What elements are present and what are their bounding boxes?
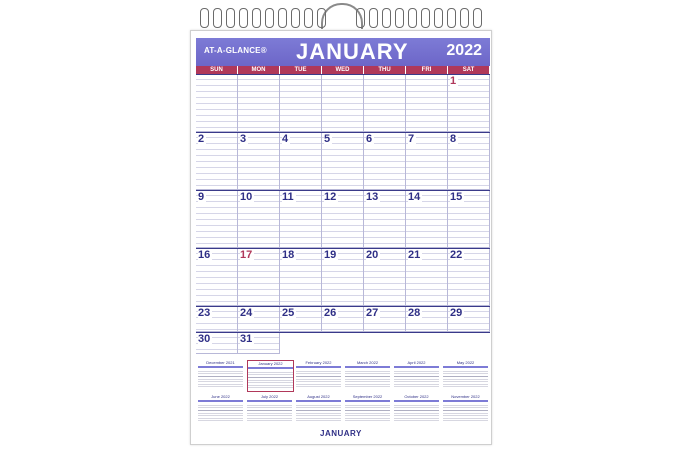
day-cell-empty [238, 74, 280, 132]
mini-calendar [345, 394, 390, 424]
day-cell[interactable] [196, 332, 238, 354]
mini-calendar [198, 394, 243, 424]
mini-calendar-title: February 2022 [305, 360, 332, 365]
mini-weekday-bar [296, 400, 341, 402]
day-number: 12 [324, 191, 337, 203]
mini-calendar-title: May 2022 [456, 360, 475, 365]
day-cell[interactable] [322, 190, 364, 248]
day-cell[interactable] [448, 248, 490, 306]
mini-weekday-bar [394, 400, 439, 402]
binding-coil [213, 8, 222, 28]
mini-calendar [443, 394, 488, 424]
mini-weekday-bar [247, 400, 292, 402]
weekday-sat: SAT [448, 66, 490, 74]
day-cell[interactable] [406, 190, 448, 248]
mini-calendar [443, 360, 488, 390]
mini-calendar-title: December 2021 [206, 360, 235, 365]
week-divider [196, 132, 490, 133]
mini-dates [248, 370, 293, 390]
day-cell[interactable] [448, 132, 490, 190]
day-number: 6 [366, 133, 373, 145]
mini-calendar-title: June 2022 [211, 394, 230, 399]
mini-calendar [345, 360, 390, 390]
day-cell[interactable] [448, 306, 490, 332]
year-title: 2022 [446, 42, 482, 59]
week-divider [196, 74, 490, 75]
weekday-wed: WED [322, 66, 364, 74]
mini-dates [198, 369, 243, 389]
binding-coil [226, 8, 235, 28]
week-divider [196, 306, 490, 307]
mini-weekday-bar [345, 400, 390, 402]
mini-dates [247, 403, 292, 423]
day-cell[interactable] [280, 132, 322, 190]
binding-coil [239, 8, 248, 28]
footer-month: JANUARY [320, 429, 362, 438]
day-number: 11 [282, 191, 294, 203]
day-number: 16 [198, 249, 211, 261]
mini-calendar-title: March 2022 [356, 360, 379, 365]
mini-dates [296, 369, 341, 389]
day-number: 28 [408, 307, 421, 319]
day-cell[interactable] [238, 332, 280, 354]
day-cell-empty [196, 74, 238, 132]
mini-calendar-title: September 2022 [352, 394, 383, 399]
mini-calendar-title: November 2022 [451, 394, 480, 399]
mini-weekday-bar [296, 366, 341, 368]
day-number: 18 [282, 249, 295, 261]
day-cell-empty [322, 74, 364, 132]
day-cell-empty [364, 74, 406, 132]
day-cell[interactable] [364, 190, 406, 248]
binding-coil [200, 8, 209, 28]
day-cell[interactable] [406, 306, 448, 332]
day-cell[interactable] [196, 248, 238, 306]
mini-dates [198, 403, 243, 423]
day-cell[interactable] [406, 248, 448, 306]
day-cell[interactable] [196, 190, 238, 248]
day-cell[interactable] [238, 306, 280, 332]
binding-coil [395, 8, 404, 28]
day-cell[interactable] [238, 132, 280, 190]
mini-dates [296, 403, 341, 423]
mini-dates [345, 369, 390, 389]
week-divider [196, 190, 490, 191]
day-cell[interactable] [238, 248, 280, 306]
mini-calendar [296, 360, 341, 390]
mini-calendar-title: October 2022 [404, 394, 429, 399]
binding-coil [382, 8, 391, 28]
month-grid [196, 74, 490, 354]
weekday-tue: TUE [280, 66, 322, 74]
weekday-fri: FRI [406, 66, 448, 74]
mini-calendar [296, 394, 341, 424]
day-cell[interactable] [364, 306, 406, 332]
day-cell[interactable] [406, 132, 448, 190]
mini-weekday-bar [198, 366, 243, 368]
day-cell[interactable] [238, 190, 280, 248]
day-cell[interactable] [322, 306, 364, 332]
day-cell[interactable] [448, 74, 490, 132]
day-number: 19 [324, 249, 337, 261]
mini-dates [443, 369, 488, 389]
weekday-mon: MON [238, 66, 280, 74]
day-number: 17 [240, 249, 253, 261]
calendar-header [196, 38, 490, 66]
weekday-thu: THU [364, 66, 406, 74]
day-number: 7 [408, 133, 415, 145]
day-number: 4 [282, 133, 289, 145]
day-number: 20 [366, 249, 379, 261]
week-divider [196, 248, 490, 249]
day-cell[interactable] [448, 190, 490, 248]
mini-weekday-bar [443, 400, 488, 402]
day-cell[interactable] [280, 306, 322, 332]
mini-calendar [247, 360, 294, 392]
day-number: 31 [240, 333, 253, 345]
day-cell-empty [280, 74, 322, 132]
day-number: 2 [198, 133, 205, 145]
binding-coil [252, 8, 261, 28]
brand-logo: AT-A-GLANCE® [204, 46, 267, 55]
mini-weekday-bar [248, 367, 293, 369]
binding-coil [317, 8, 326, 28]
day-cell-empty [406, 74, 448, 132]
day-number: 14 [408, 191, 421, 203]
binding-coil [356, 8, 365, 28]
mini-calendar-title: January 2022 [258, 361, 283, 366]
mini-weekday-bar [443, 366, 488, 368]
day-number: 26 [324, 307, 337, 319]
day-number: 9 [198, 191, 205, 203]
binding-coil [460, 8, 469, 28]
day-number: 27 [366, 307, 379, 319]
mini-calendar-title: August 2022 [307, 394, 330, 399]
mini-calendar-title: April 2022 [407, 360, 426, 365]
weekday-sun: SUN [196, 66, 238, 74]
day-number: 15 [450, 191, 463, 203]
day-cell[interactable] [280, 190, 322, 248]
mini-dates [345, 403, 390, 423]
day-number: 8 [450, 133, 457, 145]
mini-calendar [198, 360, 243, 390]
mini-calendar [247, 394, 292, 424]
day-number: 23 [198, 307, 211, 319]
weekday-row [196, 66, 490, 74]
binding-coil [278, 8, 287, 28]
mini-calendar [394, 394, 439, 424]
day-number: 5 [324, 133, 331, 145]
binding-coil [473, 8, 482, 28]
day-cell[interactable] [364, 132, 406, 190]
mini-calendars [196, 360, 490, 428]
mini-dates [394, 369, 439, 389]
binding-coil [408, 8, 417, 28]
day-number: 22 [450, 249, 463, 261]
binding-coil [421, 8, 430, 28]
day-number: 30 [198, 333, 211, 345]
day-cell[interactable] [196, 306, 238, 332]
mini-calendar [394, 360, 439, 390]
mini-dates [443, 403, 488, 423]
day-number: 1 [450, 75, 457, 87]
binding-coil [304, 8, 313, 28]
day-number: 29 [450, 307, 463, 319]
day-cell[interactable] [322, 132, 364, 190]
day-number: 13 [366, 191, 379, 203]
binding-coil [369, 8, 378, 28]
week-divider [196, 332, 490, 333]
day-number: 3 [240, 133, 247, 145]
day-number: 24 [240, 307, 253, 319]
day-cell[interactable] [364, 248, 406, 306]
binding-coil [447, 8, 456, 28]
mini-dates [394, 403, 439, 423]
day-cell[interactable] [280, 248, 322, 306]
mini-weekday-bar [394, 366, 439, 368]
mini-calendar-title: July 2022 [260, 394, 279, 399]
day-number: 25 [282, 307, 295, 319]
binding-coil [291, 8, 300, 28]
day-number: 21 [408, 249, 421, 261]
day-cell[interactable] [322, 248, 364, 306]
mini-weekday-bar [345, 366, 390, 368]
binding-coil [434, 8, 443, 28]
binding-coil [265, 8, 274, 28]
day-cell[interactable] [196, 132, 238, 190]
month-title: JANUARY [296, 39, 409, 64]
day-number: 10 [240, 191, 253, 203]
mini-weekday-bar [198, 400, 243, 402]
